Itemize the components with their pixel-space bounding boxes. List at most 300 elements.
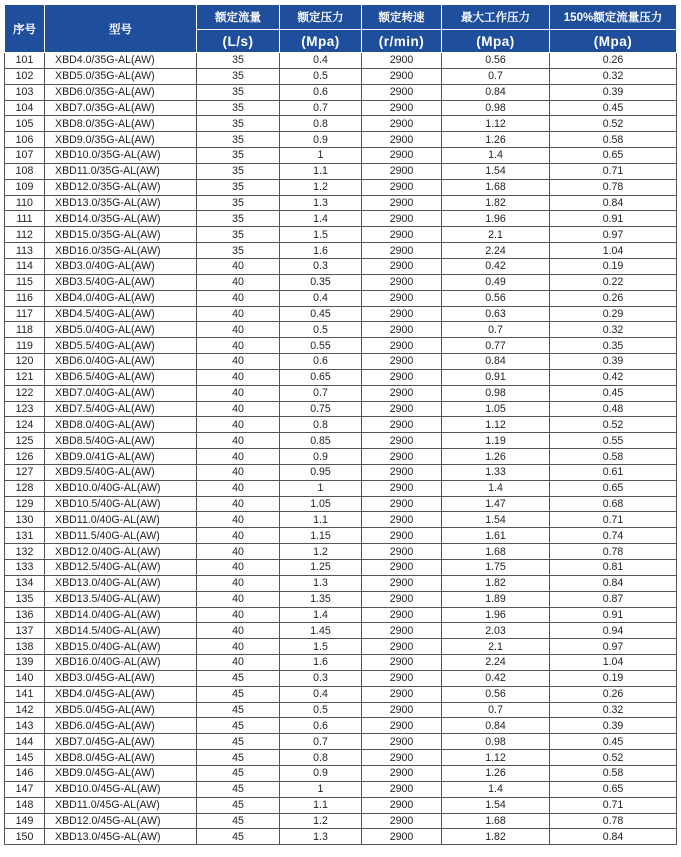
cell-seq: 101	[5, 53, 45, 69]
cell-max-pressure: 2.03	[442, 623, 550, 639]
cell-model: XBD10.0/45G-AL(AW)	[45, 781, 197, 797]
cell-150-pressure: 0.71	[550, 512, 677, 528]
cell-flow: 35	[197, 132, 280, 148]
cell-max-pressure: 1.89	[442, 591, 550, 607]
cell-model: XBD16.0/35G-AL(AW)	[45, 243, 197, 259]
cell-pressure: 0.7	[280, 385, 362, 401]
cell-flow: 40	[197, 512, 280, 528]
cell-max-pressure: 0.42	[442, 258, 550, 274]
cell-speed: 2900	[362, 813, 442, 829]
cell-seq: 133	[5, 560, 45, 576]
cell-model: XBD6.0/45G-AL(AW)	[45, 718, 197, 734]
cell-seq: 112	[5, 227, 45, 243]
cell-pressure: 1.35	[280, 591, 362, 607]
cell-pressure: 1.05	[280, 496, 362, 512]
table-row	[5, 655, 677, 671]
table-row	[5, 274, 677, 290]
cell-flow: 35	[197, 53, 280, 69]
cell-model: XBD13.0/35G-AL(AW)	[45, 195, 197, 211]
header-150-pressure: 150%额定流量压力	[550, 5, 677, 30]
cell-flow: 35	[197, 116, 280, 132]
cell-flow: 40	[197, 354, 280, 370]
cell-150-pressure: 0.78	[550, 544, 677, 560]
cell-speed: 2900	[362, 53, 442, 69]
cell-150-pressure: 0.58	[550, 132, 677, 148]
cell-speed: 2900	[362, 243, 442, 259]
cell-seq: 148	[5, 797, 45, 813]
table-row	[5, 100, 677, 116]
cell-model: XBD8.0/45G-AL(AW)	[45, 750, 197, 766]
cell-flow: 45	[197, 670, 280, 686]
cell-150-pressure: 0.32	[550, 68, 677, 84]
cell-speed: 2900	[362, 544, 442, 560]
cell-max-pressure: 1.12	[442, 750, 550, 766]
header-model: 型号	[45, 5, 197, 53]
cell-seq: 142	[5, 702, 45, 718]
cell-speed: 2900	[362, 686, 442, 702]
cell-max-pressure: 1.54	[442, 512, 550, 528]
cell-pressure: 0.6	[280, 718, 362, 734]
cell-flow: 40	[197, 591, 280, 607]
cell-speed: 2900	[362, 417, 442, 433]
cell-seq: 145	[5, 750, 45, 766]
cell-flow: 40	[197, 623, 280, 639]
table-row	[5, 750, 677, 766]
cell-model: XBD15.0/40G-AL(AW)	[45, 639, 197, 655]
cell-max-pressure: 1.82	[442, 195, 550, 211]
cell-seq: 120	[5, 354, 45, 370]
cell-seq: 103	[5, 84, 45, 100]
header-max-pressure-unit: (Mpa)	[442, 30, 550, 53]
cell-flow: 40	[197, 639, 280, 655]
table-row	[5, 290, 677, 306]
cell-max-pressure: 1.54	[442, 797, 550, 813]
cell-150-pressure: 0.29	[550, 306, 677, 322]
header-flow-unit: (L/s)	[197, 30, 280, 53]
cell-model: XBD9.0/35G-AL(AW)	[45, 132, 197, 148]
cell-speed: 2900	[362, 512, 442, 528]
cell-speed: 2900	[362, 179, 442, 195]
cell-150-pressure: 0.68	[550, 496, 677, 512]
cell-flow: 45	[197, 797, 280, 813]
cell-seq: 122	[5, 385, 45, 401]
table-row	[5, 639, 677, 655]
table-row	[5, 258, 677, 274]
cell-speed: 2900	[362, 765, 442, 781]
cell-max-pressure: 1.54	[442, 163, 550, 179]
cell-model: XBD3.0/45G-AL(AW)	[45, 670, 197, 686]
cell-150-pressure: 0.45	[550, 100, 677, 116]
cell-pressure: 0.4	[280, 686, 362, 702]
cell-seq: 113	[5, 243, 45, 259]
cell-pressure: 0.9	[280, 765, 362, 781]
cell-speed: 2900	[362, 132, 442, 148]
cell-speed: 2900	[362, 607, 442, 623]
cell-max-pressure: 1.4	[442, 148, 550, 164]
cell-150-pressure: 0.39	[550, 354, 677, 370]
table-row	[5, 369, 677, 385]
table-row	[5, 623, 677, 639]
cell-pressure: 0.8	[280, 417, 362, 433]
cell-150-pressure: 0.26	[550, 290, 677, 306]
cell-pressure: 0.5	[280, 322, 362, 338]
cell-seq: 107	[5, 148, 45, 164]
cell-seq: 111	[5, 211, 45, 227]
cell-seq: 127	[5, 464, 45, 480]
cell-flow: 35	[197, 227, 280, 243]
cell-seq: 114	[5, 258, 45, 274]
cell-150-pressure: 0.65	[550, 480, 677, 496]
cell-pressure: 0.7	[280, 100, 362, 116]
cell-seq: 116	[5, 290, 45, 306]
cell-speed: 2900	[362, 354, 442, 370]
cell-flow: 40	[197, 496, 280, 512]
table-row	[5, 734, 677, 750]
cell-pressure: 1.15	[280, 528, 362, 544]
cell-max-pressure: 1.68	[442, 544, 550, 560]
table-row	[5, 163, 677, 179]
cell-speed: 2900	[362, 433, 442, 449]
cell-model: XBD4.0/40G-AL(AW)	[45, 290, 197, 306]
cell-max-pressure: 1.61	[442, 528, 550, 544]
cell-model: XBD4.5/40G-AL(AW)	[45, 306, 197, 322]
cell-speed: 2900	[362, 623, 442, 639]
cell-150-pressure: 0.84	[550, 195, 677, 211]
cell-model: XBD12.5/40G-AL(AW)	[45, 560, 197, 576]
cell-model: XBD14.0/35G-AL(AW)	[45, 211, 197, 227]
cell-seq: 150	[5, 829, 45, 845]
cell-max-pressure: 1.68	[442, 813, 550, 829]
cell-flow: 40	[197, 480, 280, 496]
cell-150-pressure: 0.26	[550, 686, 677, 702]
table-row	[5, 560, 677, 576]
cell-150-pressure: 0.71	[550, 163, 677, 179]
cell-model: XBD6.0/40G-AL(AW)	[45, 354, 197, 370]
cell-speed: 2900	[362, 464, 442, 480]
cell-speed: 2900	[362, 829, 442, 845]
table-row	[5, 670, 677, 686]
cell-max-pressure: 0.84	[442, 84, 550, 100]
cell-pressure: 0.65	[280, 369, 362, 385]
cell-flow: 40	[197, 258, 280, 274]
cell-seq: 104	[5, 100, 45, 116]
table-row	[5, 84, 677, 100]
cell-150-pressure: 0.58	[550, 765, 677, 781]
cell-seq: 124	[5, 417, 45, 433]
cell-seq: 144	[5, 734, 45, 750]
cell-150-pressure: 0.58	[550, 449, 677, 465]
table-row	[5, 813, 677, 829]
cell-150-pressure: 0.32	[550, 322, 677, 338]
cell-150-pressure: 0.78	[550, 179, 677, 195]
cell-150-pressure: 0.87	[550, 591, 677, 607]
cell-flow: 40	[197, 449, 280, 465]
cell-flow: 40	[197, 274, 280, 290]
cell-150-pressure: 0.39	[550, 84, 677, 100]
cell-max-pressure: 0.56	[442, 53, 550, 69]
cell-pressure: 0.5	[280, 68, 362, 84]
cell-150-pressure: 0.19	[550, 258, 677, 274]
cell-pressure: 1.5	[280, 639, 362, 655]
cell-seq: 138	[5, 639, 45, 655]
cell-max-pressure: 1.82	[442, 829, 550, 845]
table-row	[5, 338, 677, 354]
cell-speed: 2900	[362, 528, 442, 544]
table-row	[5, 449, 677, 465]
cell-model: XBD3.5/40G-AL(AW)	[45, 274, 197, 290]
cell-flow: 35	[197, 211, 280, 227]
cell-speed: 2900	[362, 401, 442, 417]
cell-model: XBD11.0/40G-AL(AW)	[45, 512, 197, 528]
cell-speed: 2900	[362, 449, 442, 465]
cell-model: XBD7.5/40G-AL(AW)	[45, 401, 197, 417]
cell-pressure: 1	[280, 480, 362, 496]
cell-pressure: 1.2	[280, 179, 362, 195]
table-row	[5, 116, 677, 132]
cell-max-pressure: 0.56	[442, 686, 550, 702]
cell-speed: 2900	[362, 702, 442, 718]
cell-seq: 146	[5, 765, 45, 781]
header-row-names	[5, 5, 677, 30]
table-row	[5, 417, 677, 433]
cell-pressure: 0.55	[280, 338, 362, 354]
cell-flow: 40	[197, 322, 280, 338]
cell-seq: 134	[5, 575, 45, 591]
cell-flow: 35	[197, 84, 280, 100]
table-row	[5, 829, 677, 845]
cell-flow: 45	[197, 829, 280, 845]
cell-pressure: 1	[280, 781, 362, 797]
cell-model: XBD5.5/40G-AL(AW)	[45, 338, 197, 354]
cell-speed: 2900	[362, 797, 442, 813]
cell-150-pressure: 0.74	[550, 528, 677, 544]
cell-pressure: 0.3	[280, 670, 362, 686]
cell-model: XBD10.0/35G-AL(AW)	[45, 148, 197, 164]
cell-max-pressure: 1.4	[442, 781, 550, 797]
cell-pressure: 1.1	[280, 797, 362, 813]
cell-150-pressure: 0.42	[550, 369, 677, 385]
cell-model: XBD10.5/40G-AL(AW)	[45, 496, 197, 512]
cell-150-pressure: 0.84	[550, 829, 677, 845]
cell-flow: 40	[197, 655, 280, 671]
cell-max-pressure: 1.68	[442, 179, 550, 195]
table-row	[5, 686, 677, 702]
cell-150-pressure: 0.71	[550, 797, 677, 813]
table-row	[5, 433, 677, 449]
table-row	[5, 401, 677, 417]
cell-model: XBD4.0/35G-AL(AW)	[45, 53, 197, 69]
cell-flow: 40	[197, 401, 280, 417]
cell-pressure: 0.9	[280, 132, 362, 148]
cell-speed: 2900	[362, 718, 442, 734]
cell-pressure: 1.2	[280, 813, 362, 829]
cell-speed: 2900	[362, 575, 442, 591]
table-row	[5, 53, 677, 69]
pump-spec-table	[4, 4, 677, 845]
cell-seq: 136	[5, 607, 45, 623]
cell-pressure: 1.5	[280, 227, 362, 243]
cell-max-pressure: 0.7	[442, 702, 550, 718]
cell-max-pressure: 0.98	[442, 734, 550, 750]
cell-speed: 2900	[362, 290, 442, 306]
cell-150-pressure: 0.48	[550, 401, 677, 417]
table-row	[5, 179, 677, 195]
cell-150-pressure: 0.22	[550, 274, 677, 290]
cell-pressure: 0.7	[280, 734, 362, 750]
cell-seq: 128	[5, 480, 45, 496]
cell-150-pressure: 0.45	[550, 385, 677, 401]
table-row	[5, 702, 677, 718]
cell-150-pressure: 0.91	[550, 607, 677, 623]
cell-speed: 2900	[362, 734, 442, 750]
cell-model: XBD16.0/40G-AL(AW)	[45, 655, 197, 671]
cell-speed: 2900	[362, 560, 442, 576]
cell-max-pressure: 1.33	[442, 464, 550, 480]
cell-model: XBD12.0/45G-AL(AW)	[45, 813, 197, 829]
cell-seq: 131	[5, 528, 45, 544]
cell-model: XBD3.0/40G-AL(AW)	[45, 258, 197, 274]
header-speed-unit: (r/min)	[362, 30, 442, 53]
cell-seq: 139	[5, 655, 45, 671]
cell-seq: 121	[5, 369, 45, 385]
cell-flow: 40	[197, 607, 280, 623]
cell-150-pressure: 0.91	[550, 211, 677, 227]
cell-flow: 35	[197, 243, 280, 259]
cell-max-pressure: 1.26	[442, 765, 550, 781]
cell-max-pressure: 0.49	[442, 274, 550, 290]
cell-flow: 40	[197, 560, 280, 576]
cell-max-pressure: 1.75	[442, 560, 550, 576]
table-row	[5, 718, 677, 734]
cell-pressure: 0.8	[280, 750, 362, 766]
table-row	[5, 132, 677, 148]
cell-flow: 45	[197, 734, 280, 750]
cell-seq: 137	[5, 623, 45, 639]
cell-pressure: 0.8	[280, 116, 362, 132]
cell-flow: 45	[197, 765, 280, 781]
cell-150-pressure: 0.35	[550, 338, 677, 354]
cell-flow: 45	[197, 686, 280, 702]
cell-pressure: 0.6	[280, 354, 362, 370]
cell-pressure: 0.75	[280, 401, 362, 417]
cell-max-pressure: 1.12	[442, 417, 550, 433]
table-row	[5, 575, 677, 591]
cell-max-pressure: 2.24	[442, 655, 550, 671]
cell-model: XBD11.0/45G-AL(AW)	[45, 797, 197, 813]
cell-model: XBD7.0/45G-AL(AW)	[45, 734, 197, 750]
cell-seq: 130	[5, 512, 45, 528]
cell-flow: 40	[197, 575, 280, 591]
cell-pressure: 0.85	[280, 433, 362, 449]
table-row	[5, 765, 677, 781]
cell-pressure: 0.9	[280, 449, 362, 465]
cell-model: XBD7.0/40G-AL(AW)	[45, 385, 197, 401]
cell-seq: 140	[5, 670, 45, 686]
cell-150-pressure: 0.78	[550, 813, 677, 829]
cell-seq: 143	[5, 718, 45, 734]
cell-pressure: 1.4	[280, 211, 362, 227]
table-row	[5, 68, 677, 84]
header-speed: 额定转速	[362, 5, 442, 30]
cell-seq: 118	[5, 322, 45, 338]
cell-150-pressure: 1.04	[550, 243, 677, 259]
cell-speed: 2900	[362, 322, 442, 338]
cell-max-pressure: 1.05	[442, 401, 550, 417]
cell-seq: 105	[5, 116, 45, 132]
cell-pressure: 1	[280, 148, 362, 164]
cell-150-pressure: 0.52	[550, 417, 677, 433]
table-row	[5, 306, 677, 322]
cell-seq: 119	[5, 338, 45, 354]
table-row	[5, 480, 677, 496]
cell-speed: 2900	[362, 338, 442, 354]
cell-model: XBD8.5/40G-AL(AW)	[45, 433, 197, 449]
cell-max-pressure: 1.26	[442, 449, 550, 465]
cell-max-pressure: 0.77	[442, 338, 550, 354]
cell-max-pressure: 2.1	[442, 639, 550, 655]
cell-pressure: 0.6	[280, 84, 362, 100]
cell-speed: 2900	[362, 68, 442, 84]
cell-max-pressure: 2.24	[442, 243, 550, 259]
table-row	[5, 512, 677, 528]
cell-seq: 147	[5, 781, 45, 797]
cell-model: XBD12.0/35G-AL(AW)	[45, 179, 197, 195]
cell-seq: 102	[5, 68, 45, 84]
cell-pressure: 1.1	[280, 512, 362, 528]
cell-model: XBD11.0/35G-AL(AW)	[45, 163, 197, 179]
cell-speed: 2900	[362, 480, 442, 496]
cell-flow: 45	[197, 813, 280, 829]
cell-max-pressure: 0.63	[442, 306, 550, 322]
table-row	[5, 148, 677, 164]
cell-150-pressure: 0.32	[550, 702, 677, 718]
cell-flow: 45	[197, 718, 280, 734]
cell-150-pressure: 0.52	[550, 750, 677, 766]
cell-pressure: 0.4	[280, 290, 362, 306]
cell-max-pressure: 1.19	[442, 433, 550, 449]
table-row	[5, 781, 677, 797]
cell-flow: 40	[197, 433, 280, 449]
header-seq: 序号	[5, 5, 45, 53]
table-body	[5, 53, 677, 845]
cell-150-pressure: 0.94	[550, 623, 677, 639]
table-row	[5, 243, 677, 259]
cell-seq: 110	[5, 195, 45, 211]
cell-speed: 2900	[362, 227, 442, 243]
cell-seq: 135	[5, 591, 45, 607]
cell-max-pressure: 0.7	[442, 322, 550, 338]
cell-max-pressure: 2.1	[442, 227, 550, 243]
cell-150-pressure: 0.39	[550, 718, 677, 734]
header-pressure-unit: (Mpa)	[280, 30, 362, 53]
cell-pressure: 1.1	[280, 163, 362, 179]
cell-flow: 35	[197, 100, 280, 116]
cell-max-pressure: 0.7	[442, 68, 550, 84]
cell-flow: 40	[197, 306, 280, 322]
cell-pressure: 0.4	[280, 53, 362, 69]
cell-seq: 129	[5, 496, 45, 512]
cell-seq: 117	[5, 306, 45, 322]
cell-pressure: 0.3	[280, 258, 362, 274]
cell-max-pressure: 1.47	[442, 496, 550, 512]
cell-flow: 45	[197, 750, 280, 766]
cell-150-pressure: 0.19	[550, 670, 677, 686]
cell-flow: 35	[197, 179, 280, 195]
table-row	[5, 591, 677, 607]
cell-150-pressure: 1.04	[550, 655, 677, 671]
cell-flow: 35	[197, 195, 280, 211]
table-row	[5, 464, 677, 480]
